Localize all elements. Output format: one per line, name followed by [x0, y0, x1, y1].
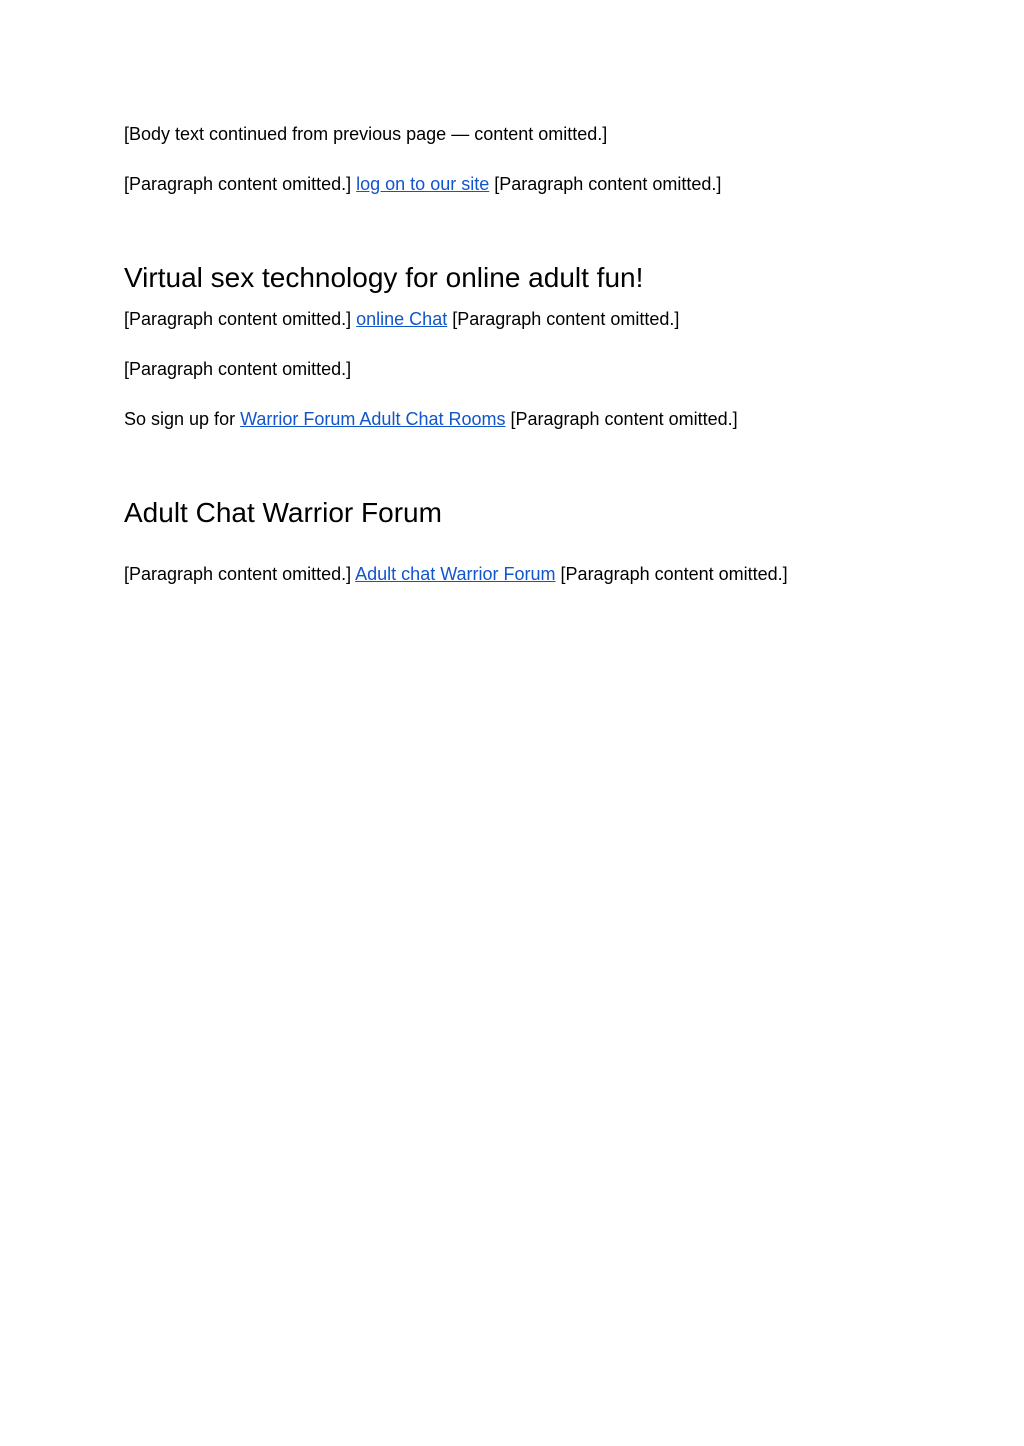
- paragraph-text: So sign up for: [124, 409, 241, 429]
- paragraph: [124, 172, 900, 197]
- paragraph: [124, 562, 900, 587]
- paragraph-text: [Paragraph content omitted.]: [489, 174, 722, 194]
- document-page: [124, 122, 900, 587]
- paragraph-text: [Paragraph content omitted.]: [447, 309, 680, 329]
- paragraph: [124, 407, 900, 432]
- paragraph-text: [Paragraph content omitted.]: [555, 564, 788, 584]
- warrior-forum-link[interactable]: Adult chat Warrior Forum: [355, 564, 556, 584]
- paragraph-text: [Paragraph content omitted.]: [124, 309, 357, 329]
- log-on-link[interactable]: log on to our site: [356, 174, 490, 194]
- paragraph-text: [Paragraph content omitted.]: [124, 174, 357, 194]
- chat-rooms-link[interactable]: Warrior Forum Adult Chat Rooms: [240, 409, 506, 429]
- section-heading: Virtual sex technology for online adult fun!: [124, 262, 644, 293]
- paragraph: [124, 307, 900, 332]
- paragraph-text: [Paragraph content omitted.]: [505, 409, 738, 429]
- paragraph-text: [Paragraph content omitted.]: [124, 564, 356, 584]
- paragraph: [Paragraph content omitted.]: [124, 359, 352, 379]
- paragraph: [Body text continued from previous page — content omitted.]: [124, 124, 608, 144]
- online-chat-link[interactable]: online Chat: [356, 309, 448, 329]
- section-heading: Adult Chat Warrior Forum: [124, 497, 442, 528]
